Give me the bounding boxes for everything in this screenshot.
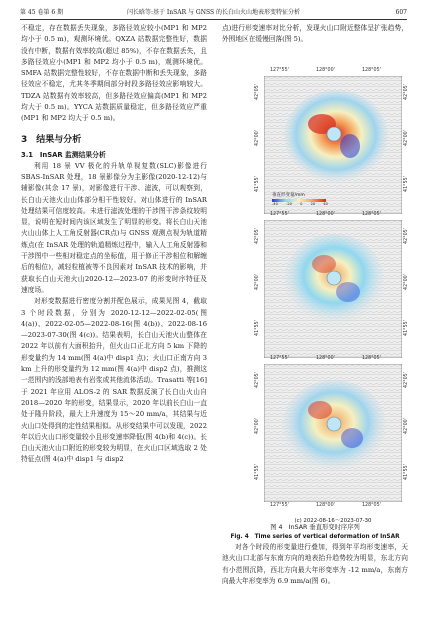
left-tick: 41°55'	[255, 320, 260, 336]
left-tick: 42°05'	[255, 372, 260, 388]
left-tick: 42°00'	[255, 130, 260, 146]
deformation-map-c	[264, 364, 402, 502]
page-number: 607	[395, 9, 407, 16]
right-tick: 42°05'	[404, 372, 409, 388]
paragraph-insar-processing: 利用 18 景 VV 极化的升轨单视复数(SLC)影像进行 SBAS-InSAR 处理，18 景影像分为主影像(2020-12-12)与辅影像(其余 17 景)，对影像进行干涉、滤波，可以观察到，长白山天池火山山体部分相干性较好。对山体进行的 InSAR 处理结果可信度较高。未进行滤波处理的干涉图干涉条纹较明显，说明在短时间内该区域发生了明显的形变。将长白山天池火山山体上人工角反射器(CR点)与 GNSS 观测点视为轨道精炼点(在 InSAR 处理的轨道精炼过程中，输入人工角反射器和干涉图中一些相对稳定点的坐标值，用于修正干涉相位和解缠后的相位)，减轻粒植被等不良因素对 InSAR 技术的影响，并获取长白山天池火山2020-12—2023-07 的形变时序特征及速度场。	[21, 161, 207, 294]
right-tick: 41°55'	[404, 176, 409, 192]
paragraph-gnss-quality: 不稳定，存在数据丢失现象，多路径效应较小(MP1 和 MP2 均小于 0.5 m)，观测环境优。QXZA 站数据完整性好，数据没有中断，数据有效率较高(超过 85%)，不存在数据丢失，且多路径效应小(MP1 和 MP2 均小于 0.5 m)，观测环境优。SMFA 站数据完整性较好，不存在数据中断和丢失现象，多路径效应不稳定，尤其冬季期间部分时段多路径效应影响较大。TDZA 站数据有效率较高，但多路径效应偏高(MP1 和 MP2 均大于 0.5 m)。YYCA 站数据质量稳定，但多路径效应严重(MP1 和 MP2 均大于 0.5 m)。	[21, 24, 207, 123]
legend-tick: -20	[286, 202, 292, 206]
left-column	[21, 23, 207, 466]
left-tick: 42°05'	[255, 84, 260, 100]
legend-tick: 0	[300, 202, 303, 206]
journal-volume: 第 45 卷第 6 期	[20, 9, 64, 16]
right-tick: 42°00'	[404, 130, 409, 146]
figure-panel-c	[255, 356, 409, 524]
top-tick: 127°55'	[270, 356, 289, 361]
header-divider	[20, 19, 407, 20]
right-tick: 41°55'	[404, 320, 409, 336]
left-tick: 42°05'	[255, 228, 260, 244]
bottom-tick: 128°05'	[362, 503, 381, 508]
top-tick: 128°00'	[316, 68, 335, 73]
paragraph-continuation: 点)进行形变速率对比分析，发现火山口附近整体呈扩张趋势，外围地区在缓慢回落(图 5)。	[222, 24, 408, 44]
left-tick: 42°00'	[255, 274, 260, 290]
left-tick: 41°55'	[255, 176, 260, 192]
figure-panel-a	[255, 68, 409, 220]
figure-caption-cn: 图 4 InSAR 垂直形变时序序列	[270, 524, 360, 531]
right-tick: 42°00'	[404, 418, 409, 434]
figure-panel-b	[255, 212, 409, 364]
top-tick: 128°05'	[362, 356, 381, 361]
top-tick: 128°05'	[362, 68, 381, 73]
right-tick: 42°05'	[404, 228, 409, 244]
legend-title: 垂直形变量/mm	[272, 193, 305, 198]
panel-caption-c: (c) 2022-08-16～2023-07-30	[294, 518, 372, 524]
legend-tick: 20	[310, 202, 316, 206]
right-tick: 42°00'	[404, 274, 409, 290]
right-tick: 42°05'	[404, 84, 409, 100]
figure-caption-en: Fig. 4 Time series of vertical deformation of InSAR	[230, 534, 400, 540]
top-tick: 127°55'	[270, 68, 289, 73]
deformation-map-b	[264, 220, 402, 358]
right-column	[222, 23, 408, 46]
bottom-tick: 128°00'	[316, 503, 335, 508]
running-title: 闫长晗等:基于 InSAR 与 GNSS 的长白山火山地表形变特征分析	[126, 9, 300, 16]
top-tick: 128°00'	[316, 212, 335, 217]
legend-tick: -40	[272, 202, 278, 206]
legend	[272, 192, 332, 206]
running-header	[20, 7, 407, 18]
paragraph-annual-rate: 对各个时段的形变量进行叠加，得到年平均形变速率，天池火山口北部与东南方向的地表抬升趋势较为明显，东北方向有小范围沉降，西北方向最大年形变率为 -12 mm/a，东南方向最大年形变率为 6.9 mm/a(图 6)。	[222, 543, 408, 585]
right-tick: 41°55'	[404, 464, 409, 480]
bottom-tick: 127°55'	[270, 503, 289, 508]
subsection-title-insar: 3.1 InSAR 监测结果分析	[21, 150, 106, 159]
top-tick: 127°55'	[270, 212, 289, 217]
top-tick: 128°00'	[316, 356, 335, 361]
top-tick: 128°05'	[362, 212, 381, 217]
section-title-results: 3 结果与分析	[21, 134, 82, 145]
left-tick: 41°55'	[255, 464, 260, 480]
paragraph-deformation-results: 对形变数据进行密度分割并配色展示，成果见图 4，截取 3 个时段数据，分别为 2020-12-12—2022-02-05(图 4(a))、2022-02-05—2022-08-16(图 4(b))、2022-08-16—2023-07-30(图 4(c))。结果表明，长白山天池火山整体在 2022 年以前有大面积抬升，但火山口正北方向 5 km 下降的形变量约为 14 mm(图 4(a)中 disp1 点)；火山口正南方向 3 km 上升的形变量约为 12 mm(图 4(a)中 disp2 点)，推测这一范围内的浅部地表有岩浆或其他流体活动。Trasatti 等[16] 于 2021 年应用 ALOS-2 的 SAR 数据反演了长白山火山自 2018—2020 年的形变，结果显示，2020 年以前长白山一直处于隆升阶段，最大上升速度为 15～20 mm/a，其结果与近火山口处得到的定性结果相似。从形变结果中可以发现，2022 年以后火山口形变量较小且形变速率降低(图 4(b)和 4(c))。长白山天池火山口附近的形变较为明显，在火山口区域选取 2 处特征点(图 4(a)中 disp1 与 disp2	[21, 297, 207, 464]
right-column-bottom	[222, 542, 408, 587]
figure-4	[248, 68, 412, 524]
legend-tick: 40	[323, 202, 328, 206]
left-tick: 42°00'	[255, 418, 260, 434]
